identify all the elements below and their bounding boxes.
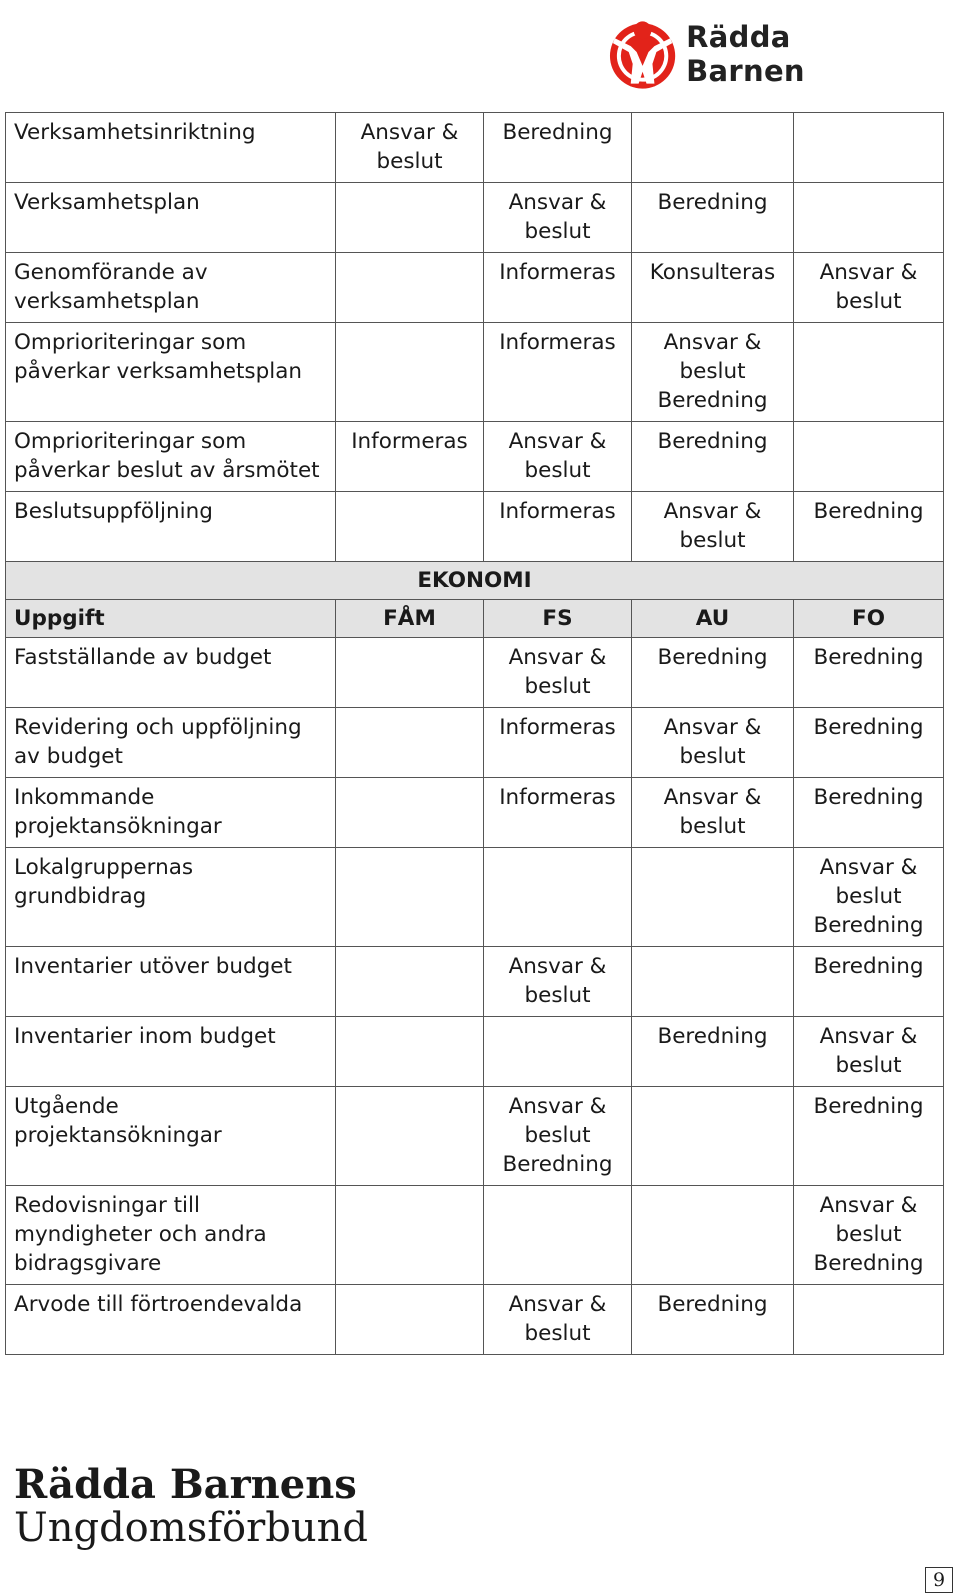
- cell-text-line: beslut: [679, 528, 746, 553]
- section-row: [6, 562, 944, 600]
- cell-text-line: Ansvar &: [819, 855, 918, 880]
- cell-text-line: Informeras: [499, 260, 616, 285]
- cell-text-line: Beredning: [657, 388, 768, 413]
- cell-text-line: Informeras: [499, 785, 616, 810]
- running-child-icon: [607, 16, 678, 92]
- cell-text-line: Ansvar &: [819, 1193, 918, 1218]
- role-cell: [632, 1186, 794, 1285]
- role-cell: [632, 638, 794, 708]
- role-cell: [484, 1017, 632, 1087]
- cell-text-line: grundbidrag: [14, 884, 147, 909]
- cell-text-line: Ansvar &: [508, 1094, 607, 1119]
- role-cell: [336, 638, 484, 708]
- cell-text-line: Ansvar &: [663, 715, 762, 740]
- cell-text-line: Beredning: [657, 1292, 768, 1317]
- responsibility-table: [5, 112, 944, 1355]
- cell-text-line: Beredning: [813, 913, 924, 938]
- role-cell: [336, 848, 484, 947]
- role-cell: [632, 422, 794, 492]
- role-cell: [632, 253, 794, 323]
- cell-text-line: beslut: [835, 884, 902, 909]
- cell-text-line: projektansökningar: [14, 814, 222, 839]
- cell-text-line: Informeras: [499, 499, 616, 524]
- cell-text-line: Redovisningar till: [14, 1193, 200, 1218]
- role-cell: [794, 778, 944, 848]
- cell-text-line: Ansvar &: [508, 645, 607, 670]
- header-fo: FO: [794, 600, 944, 638]
- table-row: [6, 422, 944, 492]
- cell-text-line: Omprioriteringar som: [14, 330, 247, 355]
- task-cell: [6, 113, 336, 183]
- role-cell: [484, 638, 632, 708]
- table-row: [6, 638, 944, 708]
- role-cell: [794, 1186, 944, 1285]
- page-number: 9: [925, 1567, 953, 1593]
- cell-text-line: Arvode till förtroendevalda: [14, 1292, 303, 1317]
- role-cell: [336, 323, 484, 422]
- cell-text-line: Verksamhetsinriktning: [14, 120, 256, 145]
- cell-text-line: Ansvar &: [663, 330, 762, 355]
- role-cell: [632, 778, 794, 848]
- role-cell: [336, 778, 484, 848]
- role-cell: [336, 708, 484, 778]
- section-ekonomi: [6, 562, 944, 638]
- role-cell: [794, 492, 944, 562]
- cell-text-line: Beredning: [657, 1024, 768, 1049]
- role-cell: [484, 422, 632, 492]
- cell-text-line: myndigheter och andra: [14, 1222, 267, 1247]
- role-cell: [484, 778, 632, 848]
- cell-text-line: Ansvar &: [360, 120, 459, 145]
- cell-text-line: Ansvar &: [663, 785, 762, 810]
- role-cell: [794, 947, 944, 1017]
- cell-text-line: Omprioriteringar som: [14, 429, 247, 454]
- role-cell: [484, 1186, 632, 1285]
- cell-text-line: Genomförande av: [14, 260, 208, 285]
- task-cell: [6, 638, 336, 708]
- role-cell: [336, 1087, 484, 1186]
- role-cell: [336, 1017, 484, 1087]
- cell-text-line: beslut: [524, 219, 591, 244]
- table-row: [6, 848, 944, 947]
- role-cell: [336, 113, 484, 183]
- role-cell: [336, 1186, 484, 1285]
- cell-text-line: Beredning: [657, 429, 768, 454]
- cell-text-line: beslut: [679, 359, 746, 384]
- task-cell: [6, 422, 336, 492]
- cell-text-line: Informeras: [351, 429, 468, 454]
- cell-text-line: Beredning: [502, 1152, 613, 1177]
- task-cell: [6, 1017, 336, 1087]
- cell-text-line: Fastställande av budget: [14, 645, 272, 670]
- cell-text-line: Inventarier inom budget: [14, 1024, 276, 1049]
- cell-text-line: Beredning: [813, 715, 924, 740]
- role-cell: [336, 947, 484, 1017]
- cell-text-line: Beredning: [657, 645, 768, 670]
- cell-text-line: verksamhetsplan: [14, 289, 200, 314]
- cell-text-line: Ansvar &: [508, 1292, 607, 1317]
- cell-text-line: beslut: [835, 1053, 902, 1078]
- role-cell: [632, 947, 794, 1017]
- header-fam: FÅM: [336, 600, 484, 638]
- header-au: AU: [632, 600, 794, 638]
- cell-text-line: påverkar beslut av årsmötet: [14, 458, 320, 483]
- table-row: [6, 947, 944, 1017]
- table-row: [6, 253, 944, 323]
- table-row: [6, 1017, 944, 1087]
- cell-text-line: Beslutsuppföljning: [14, 499, 213, 524]
- cell-text-line: Beredning: [813, 954, 924, 979]
- cell-text-line: beslut: [835, 289, 902, 314]
- role-cell: [632, 492, 794, 562]
- role-cell: [794, 422, 944, 492]
- table-row: [6, 1285, 944, 1355]
- cell-text-line: Informeras: [499, 715, 616, 740]
- role-cell: [632, 848, 794, 947]
- cell-text-line: Ansvar &: [663, 499, 762, 524]
- role-cell: [484, 1285, 632, 1355]
- cell-text-line: Ansvar &: [508, 429, 607, 454]
- cell-text-line: Ansvar &: [508, 190, 607, 215]
- cell-text-line: Utgående: [14, 1094, 119, 1119]
- cell-text-line: Beredning: [657, 190, 768, 215]
- table-row: [6, 1087, 944, 1186]
- role-cell: [632, 708, 794, 778]
- table-row: [6, 778, 944, 848]
- role-cell: [632, 1285, 794, 1355]
- role-cell: [794, 253, 944, 323]
- role-cell: [794, 1017, 944, 1087]
- header-uppgift: Uppgift: [6, 600, 336, 638]
- table-row: [6, 492, 944, 562]
- task-cell: [6, 947, 336, 1017]
- role-cell: [336, 253, 484, 323]
- cell-text-line: beslut: [679, 744, 746, 769]
- table-row: [6, 708, 944, 778]
- header-row: [6, 600, 944, 638]
- role-cell: [484, 947, 632, 1017]
- cell-text-line: Inkommande: [14, 785, 155, 810]
- header-fs: FS: [484, 600, 632, 638]
- cell-text-line: Revidering och uppföljning: [14, 715, 302, 740]
- role-cell: [632, 113, 794, 183]
- cell-text-line: beslut: [524, 983, 591, 1008]
- cell-text-line: beslut: [524, 458, 591, 483]
- cell-text-line: beslut: [835, 1222, 902, 1247]
- role-cell: [484, 253, 632, 323]
- cell-text-line: beslut: [524, 1123, 591, 1148]
- role-cell: [484, 1087, 632, 1186]
- cell-text-line: Informeras: [499, 330, 616, 355]
- cell-text-line: Ansvar &: [819, 260, 918, 285]
- role-cell: [632, 183, 794, 253]
- cell-text-line: Verksamhetsplan: [14, 190, 200, 215]
- role-cell: [484, 113, 632, 183]
- task-cell: [6, 323, 336, 422]
- role-cell: [794, 183, 944, 253]
- table-row: [6, 113, 944, 183]
- role-cell: [794, 708, 944, 778]
- role-cell: [794, 323, 944, 422]
- role-cell: [336, 422, 484, 492]
- cell-text-line: beslut: [524, 1321, 591, 1346]
- cell-text-line: Ansvar &: [819, 1024, 918, 1049]
- cell-text-line: beslut: [679, 814, 746, 839]
- task-cell: [6, 848, 336, 947]
- task-cell: [6, 183, 336, 253]
- cell-text-line: Beredning: [813, 1251, 924, 1276]
- footer-logo-line2: Ungdomsförbund: [14, 1505, 368, 1551]
- footer-logo: [14, 1461, 368, 1551]
- role-cell: [484, 323, 632, 422]
- cell-text-line: Beredning: [813, 499, 924, 524]
- cell-text-line: Lokalgruppernas: [14, 855, 194, 880]
- role-cell: [794, 848, 944, 947]
- cell-text-line: Inventarier utöver budget: [14, 954, 292, 979]
- brand-logo: [607, 14, 917, 94]
- cell-text-line: projektansökningar: [14, 1123, 222, 1148]
- role-cell: [336, 492, 484, 562]
- brand-name: Rädda Barnen: [686, 20, 805, 88]
- cell-text-line: av budget: [14, 744, 123, 769]
- task-cell: [6, 1186, 336, 1285]
- table-row: [6, 183, 944, 253]
- role-cell: [632, 1017, 794, 1087]
- table-body-top: [6, 113, 944, 562]
- cell-text-line: påverkar verksamhetsplan: [14, 359, 303, 384]
- role-cell: [484, 492, 632, 562]
- table-row: [6, 1186, 944, 1285]
- role-cell: [632, 1087, 794, 1186]
- cell-text-line: beslut: [524, 674, 591, 699]
- cell-text-line: Beredning: [813, 1094, 924, 1119]
- task-cell: [6, 1087, 336, 1186]
- role-cell: [336, 183, 484, 253]
- role-cell: [336, 1285, 484, 1355]
- task-cell: [6, 253, 336, 323]
- role-cell: [632, 323, 794, 422]
- role-cell: [794, 638, 944, 708]
- role-cell: [484, 183, 632, 253]
- role-cell: [794, 1285, 944, 1355]
- role-cell: [484, 708, 632, 778]
- cell-text-line: Ansvar &: [508, 954, 607, 979]
- task-cell: [6, 708, 336, 778]
- table-body-ekonomi: [6, 638, 944, 1355]
- cell-text-line: Beredning: [813, 645, 924, 670]
- task-cell: [6, 1285, 336, 1355]
- cell-text-line: Beredning: [813, 785, 924, 810]
- role-cell: [484, 848, 632, 947]
- cell-text-line: Konsulteras: [649, 260, 776, 285]
- cell-text-line: beslut: [376, 149, 443, 174]
- task-cell: [6, 778, 336, 848]
- task-cell: [6, 492, 336, 562]
- cell-text-line: bidragsgivare: [14, 1251, 162, 1276]
- role-cell: [794, 113, 944, 183]
- section-title: EKONOMI: [6, 562, 944, 600]
- table-row: [6, 323, 944, 422]
- footer-logo-line1: Rädda Barnens: [14, 1461, 357, 1508]
- cell-text-line: Beredning: [502, 120, 613, 145]
- role-cell: [794, 1087, 944, 1186]
